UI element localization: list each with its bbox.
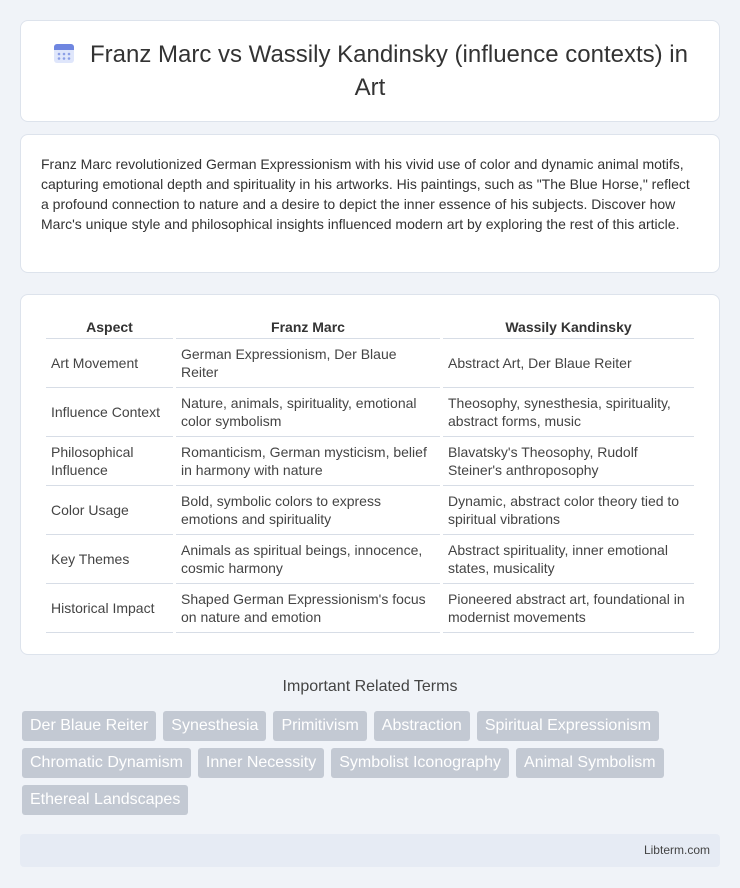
calendar-icon	[52, 41, 76, 65]
cell-franz-marc: Bold, symbolic colors to express emotions and spirituality	[176, 486, 440, 535]
cell-aspect: Key Themes	[46, 535, 173, 584]
cell-aspect: Philosophical Influence	[46, 437, 173, 486]
cell-kandinsky: Blavatsky's Theosophy, Rudolf Steiner's anthroposophy	[443, 437, 694, 486]
tag-spiritual-expressionism[interactable]: Spiritual Expressionism	[477, 711, 659, 741]
page-title-text: Franz Marc vs Wassily Kandinsky (influence contexts) in Art	[90, 41, 688, 101]
table-row	[46, 535, 694, 584]
cell-franz-marc: German Expressionism, Der Blaue Reiter	[176, 339, 440, 388]
tag-chromatic-dynamism[interactable]: Chromatic Dynamism	[22, 748, 191, 778]
related-terms-list	[22, 711, 718, 822]
page-title	[45, 38, 695, 104]
column-header-aspect: Aspect	[46, 317, 173, 339]
table-header-row	[46, 317, 694, 339]
column-header-franz-marc: Franz Marc	[176, 317, 440, 339]
tag-animal-symbolism[interactable]: Animal Symbolism	[516, 748, 664, 778]
cell-aspect: Historical Impact	[46, 584, 173, 633]
tag-abstraction[interactable]: Abstraction	[374, 711, 470, 741]
tag-der-blaue-reiter[interactable]: Der Blaue Reiter	[22, 711, 156, 741]
footer-brand-link[interactable]: Libterm.com	[643, 843, 710, 857]
cell-franz-marc: Animals as spiritual beings, innocence, cosmic harmony	[176, 535, 440, 584]
cell-kandinsky: Abstract spirituality, inner emotional states, musicality	[443, 535, 694, 584]
column-header-kandinsky: Wassily Kandinsky	[443, 317, 694, 339]
cell-kandinsky: Theosophy, synesthesia, spirituality, abstract forms, music	[443, 388, 694, 437]
title-card	[20, 20, 720, 122]
cell-kandinsky: Abstract Art, Der Blaue Reiter	[443, 339, 694, 388]
tag-ethereal-landscapes[interactable]: Ethereal Landscapes	[22, 785, 188, 815]
cell-aspect: Color Usage	[46, 486, 173, 535]
intro-text: Franz Marc revolutionized German Expressionism with his vivid use of color and dynamic animal motifs, capturing emotional depth and spirituality in his artworks. His paintings, such as "The Blue Horse," reflect a profound connection to nature and a desire to depict the inner essence of his subjects. Discover how Marc's unique style and philosophical insights influenced modern art by exploring the rest of this article.	[41, 156, 690, 232]
table-row	[46, 486, 694, 535]
cell-kandinsky: Dynamic, abstract color theory tied to spiritual vibrations	[443, 486, 694, 535]
cell-franz-marc: Romanticism, German mysticism, belief in harmony with nature	[176, 437, 440, 486]
cell-aspect: Art Movement	[46, 339, 173, 388]
comparison-table	[43, 317, 697, 633]
tag-inner-necessity[interactable]: Inner Necessity	[198, 748, 324, 778]
table-row	[46, 388, 694, 437]
intro-card	[20, 134, 720, 273]
comparison-table-card	[20, 294, 720, 655]
table-row	[46, 437, 694, 486]
table-row	[46, 339, 694, 388]
cell-aspect: Influence Context	[46, 388, 173, 437]
tag-symbolist-iconography[interactable]: Symbolist Iconography	[331, 748, 509, 778]
tag-primitivism[interactable]: Primitivism	[273, 711, 366, 741]
cell-franz-marc: Nature, animals, spirituality, emotional color symbolism	[176, 388, 440, 437]
table-row	[46, 584, 694, 633]
tag-synesthesia[interactable]: Synesthesia	[163, 711, 266, 741]
related-terms-title: Important Related Terms	[282, 678, 458, 695]
cell-franz-marc: Shaped German Expressionism's focus on nature and emotion	[176, 584, 440, 633]
footer	[20, 834, 720, 867]
cell-kandinsky: Pioneered abstract art, foundational in modernist movements	[443, 584, 694, 633]
